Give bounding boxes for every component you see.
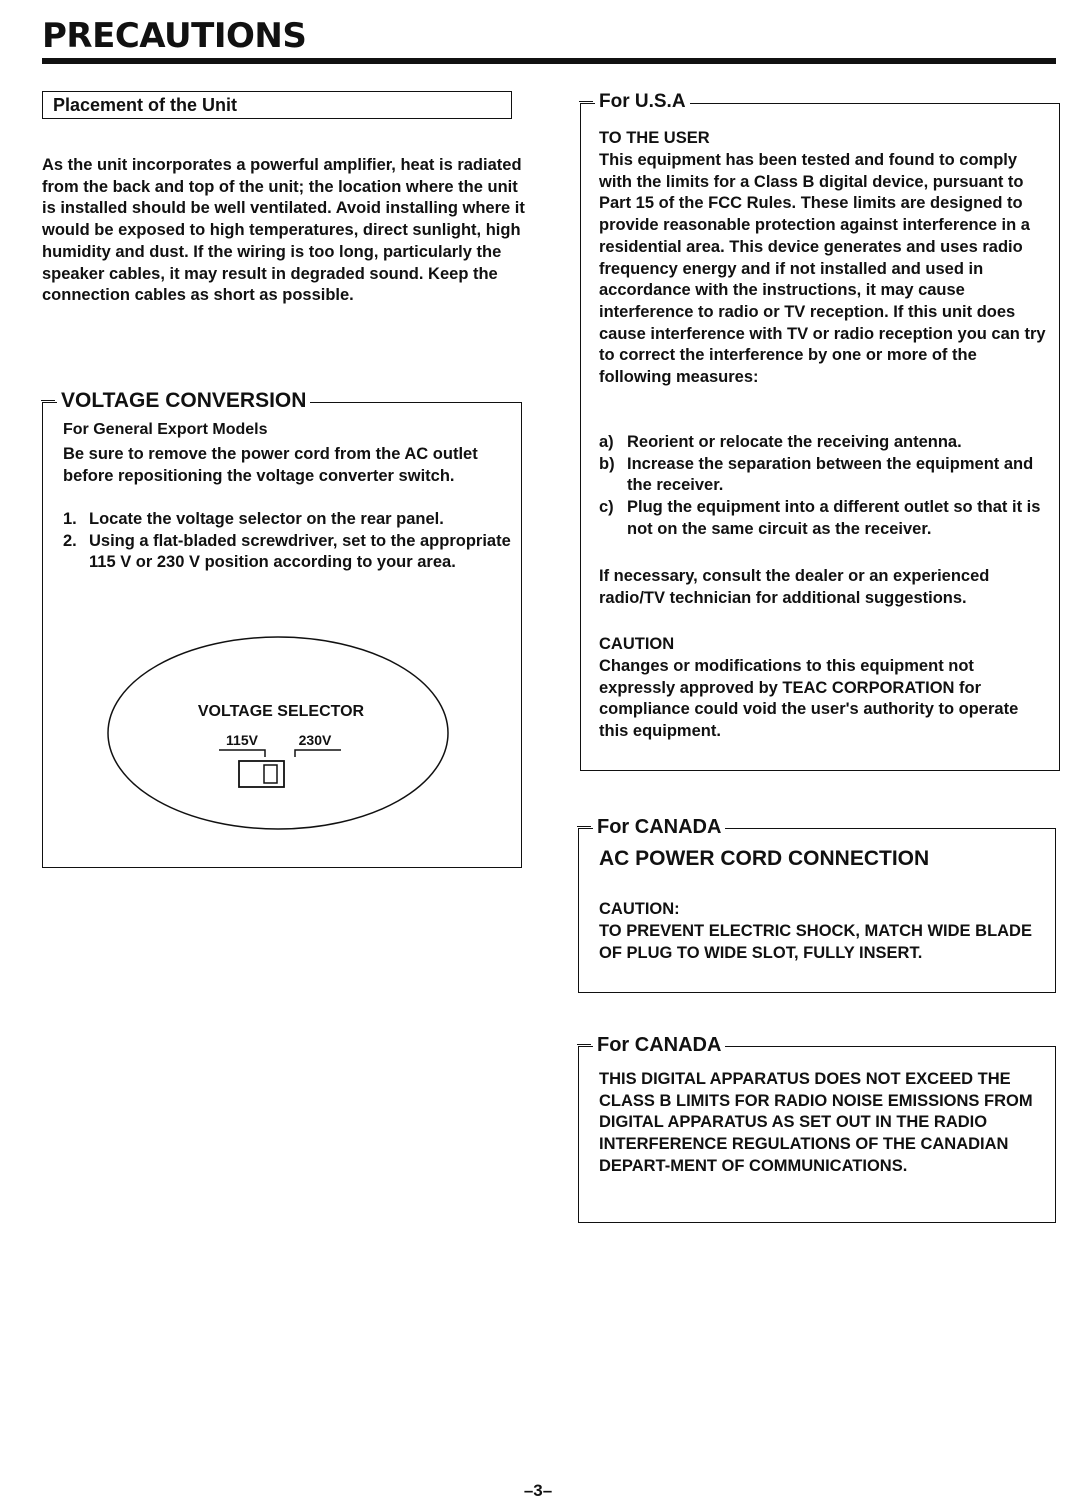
page-number: –3– xyxy=(523,1481,553,1500)
measure-letter: c) xyxy=(599,498,614,517)
voltage-selector-label: VOLTAGE SELECTOR xyxy=(197,703,365,720)
measure-item xyxy=(599,432,1049,454)
ac-power-cord-heading: AC POWER CORD CONNECTION xyxy=(599,847,930,870)
canada-emissions-text: THIS DIGITAL APPARATUS DOES NOT EXCEED THE CLASS B LIMITS FOR RADIO NOISE EMISSIONS FROM DIGITAL APPARATUS AS SET OUT IN THE RADIO INTERFERENCE REGULATIONS OF THE CANADIAN DEPART-MENT OF COMMUNICATIONS. xyxy=(599,1070,1033,1175)
canada-heading: For CANADA xyxy=(593,1031,725,1059)
measure-text: Reorient or relocate the receiving antenna. xyxy=(627,433,962,451)
measure-item xyxy=(599,454,1049,497)
voltage-conversion-heading: VOLTAGE CONVERSION xyxy=(57,387,310,415)
voltage-step xyxy=(63,509,513,531)
voltage-steps xyxy=(63,509,513,574)
canada-heading: For CANADA xyxy=(593,813,725,841)
to-user-heading: TO THE USER xyxy=(599,129,710,147)
interference-measures xyxy=(599,432,1049,541)
to-user-text: This equipment has been tested and found to comply with the limits for a Class B digital device, pursuant to Part 15 of the FCC Rules. These limits are designed to provide reasonable protection against interference in a residential area. This device generates and uses radio frequency energy and if not installed and used in accordance with the instructions, it may cause interference to radio or TV reception. If this unit does cause interference with TV or radio reception you can try to correct the interference by one or more of the following measures: xyxy=(599,151,1046,387)
step-text: Using a flat-bladed screwdriver, set to the appropriate 115 V or 230 V position according to your area. xyxy=(89,531,511,572)
measure-text: Plug the equipment into a different outlet so that it is not on the same circuit as the receiver. xyxy=(627,498,1041,538)
diagram-ellipse xyxy=(108,637,448,829)
canada-caution-heading: CAUTION: xyxy=(599,900,680,918)
bracket-115v xyxy=(219,750,265,757)
title-rule xyxy=(42,58,1056,64)
measure-letter: b) xyxy=(599,454,615,473)
placement-body: As the unit incorporates a powerful amplifier, heat is radiated from the back and top of the unit; the location where the unit is installed should be well ventilated. Avoid installing where it would be exposed to high temperatures, direct sunlight, high humidity and dust. If the wiring is too long, particularly the speaker cables, it may result in degraded sound. Keep the connection cables as short as possible. xyxy=(42,156,525,305)
canada-power-cord-box xyxy=(578,816,1056,993)
measure-text: Increase the separation between the equipment and the receiver. xyxy=(627,454,1034,495)
voltage-selector-diagram xyxy=(105,633,451,833)
label-115v: 115V xyxy=(226,732,258,748)
canada-emissions-box xyxy=(578,1034,1056,1223)
placement-heading: Placement of the Unit xyxy=(42,91,512,119)
canada-caution-text: TO PREVENT ELECTRIC SHOCK, MATCH WIDE BLADE OF PLUG TO WIDE SLOT, FULLY INSERT. xyxy=(599,922,1032,962)
voltage-intro: Be sure to remove the power cord from the AC outlet before repositioning the voltage converter switch. xyxy=(63,445,478,485)
measure-item xyxy=(599,497,1049,540)
measure-letter: a) xyxy=(599,433,614,451)
step-text: Locate the voltage selector on the rear panel. xyxy=(89,510,444,528)
caution-heading: CAUTION xyxy=(599,635,675,653)
page-title: PRECAUTIONS xyxy=(42,16,307,56)
step-number: 2. xyxy=(63,531,77,550)
step-number: 1. xyxy=(63,510,77,528)
usa-heading: For U.S.A xyxy=(595,88,690,116)
selector-switch-slider xyxy=(264,765,277,783)
voltage-subheading: For General Export Models xyxy=(63,421,268,438)
consult-text: If necessary, consult the dealer or an experienced radio/TV technician for additional suggestions. xyxy=(599,567,990,607)
usa-box xyxy=(580,91,1060,771)
voltage-step xyxy=(63,531,513,574)
caution-text: Changes or modifications to this equipment not expressly approved by TEAC CORPORATION for compliance could void the user's authority to operate this equipment. xyxy=(599,657,1019,741)
bracket-230v xyxy=(295,750,341,757)
voltage-conversion-box xyxy=(42,389,522,868)
label-230v: 230V xyxy=(298,732,332,748)
